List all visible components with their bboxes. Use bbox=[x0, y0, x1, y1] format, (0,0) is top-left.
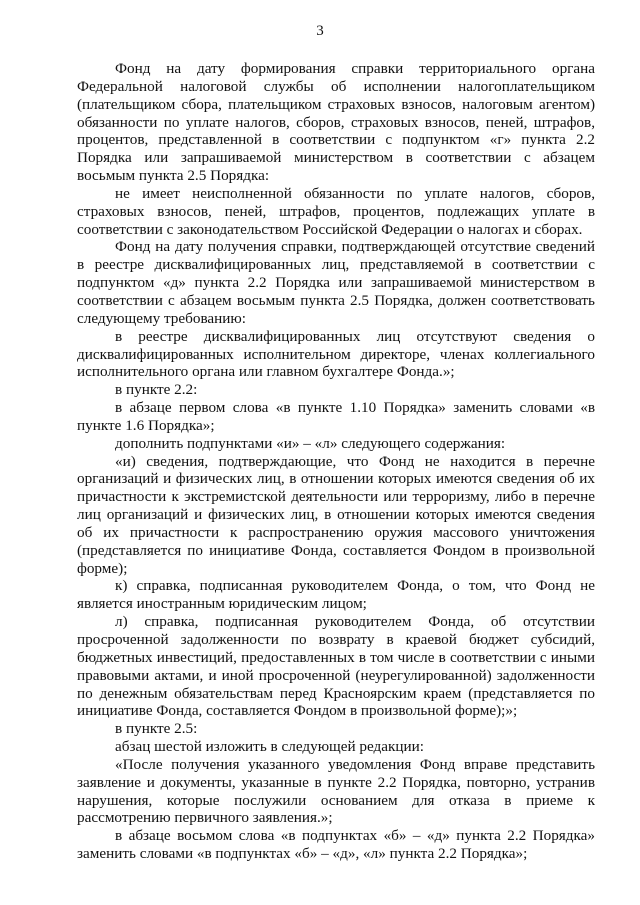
paragraph-eighth-abzac: в абзаце восьмом слова «в подпунктах «б» – «д» пункта 2.2 Порядка» заменить словами «в подпунктах «б» – «д», «л» пункта 2.2 Порядка»; bbox=[77, 827, 595, 863]
paragraph-clause-2-2-first: в абзаце первом слова «в пункте 1.10 Порядка» заменить словами «в пункте 1.6 Порядка»; bbox=[77, 399, 595, 434]
paragraph-resubmission: «После получения указанного уведомления Фонд вправе представить заявление и документы, указанные в пункте 2.2 Порядка, повторно, устранив нарушения, которые послужили основанием для отказа в приеме к рассмотрению первичного заявления.»; bbox=[77, 755, 595, 827]
paragraph-fund-tax-certificate: Фонд на дату формирования справки территориального органа Федеральной налоговой службы об исполнении налогоплательщиком (плательщиком сбора, плательщиком страховых взносов, налоговым агентом) обязанности по уплате налогов, сборов, страховых взносов, пеней, штрафов, процентов, представленной в соответствии с подпунктом «г» пункта 2.2 Порядка или запрашиваемой министерством в соответствии с абзацем восьмым пункта 2.5 Порядка: bbox=[77, 60, 595, 185]
paragraph-subclause-l: л) справка, подписанная руководителем Фонда, об отсутствии просроченной задолженности по возврату в краевой бюджет субсидий, бюджетных инвестиций, предоставленных в том числе в соответствии с иными правовыми актами, и иной просроченной (неурегулированной) задолженности по денежным обязательствам перед Красноярским краем (представляется по инициативе Фонда, составляется Фондом в произвольной форме);»; bbox=[77, 613, 595, 720]
paragraph-clause-2-2: в пункте 2.2: bbox=[115, 381, 198, 399]
paragraph-subclause-k: к) справка, подписанная руководителем Фонда, о том, что Фонд не является иностранным юридическим лицом; bbox=[77, 577, 595, 613]
paragraph-fund-disqualified-registry: Фонд на дату получения справки, подтверждающей отсутствие сведений в реестре дисквалифицированных лиц, представляемой в соответствии с подпунктом «д» пункта 2.2 Порядка или запрашиваемой министерством в соответствии с абзацем восьмым пункта 2.5 Порядка, должен соответствовать следующему требованию: bbox=[77, 238, 595, 327]
paragraph-clause-2-5: в пункте 2.5: bbox=[115, 720, 198, 738]
document-body bbox=[77, 60, 595, 863]
paragraph-registry-requirement: в реестре дисквалифицированных лиц отсутствуют сведения о дисквалифицированных исполнительном директоре, членах коллегиального исполнительного органа или главном бухгалтере Фонда.»; bbox=[77, 327, 595, 381]
paragraph-subclause-i: «и) сведения, подтверждающие, что Фонд не находится в перечне организаций и физических лиц, в отношении которых имеются сведения об их причастности к экстремистской деятельности или терроризму, либо в перечне лиц организаций и физических лиц, в отношении которых имеются сведения об их причастности к распространению оружия массового уничтожения (представляется по инициативе Фонда, составляется Фондом в произвольной форме); bbox=[77, 452, 595, 577]
paragraph-add-subclauses: дополнить подпунктами «и» – «л» следующего содержания: bbox=[115, 434, 506, 452]
page-number: 3 bbox=[316, 23, 324, 39]
paragraph-sixth-abzac: абзац шестой изложить в следующей редакции: bbox=[115, 738, 424, 756]
paragraph-no-tax-debt: не имеет неисполненной обязанности по уплате налогов, сборов, страховых взносов, пеней, штрафов, процентов, подлежащих уплате в соответствии с законодательством Российской Федерации о налогах и сборах. bbox=[77, 184, 595, 238]
